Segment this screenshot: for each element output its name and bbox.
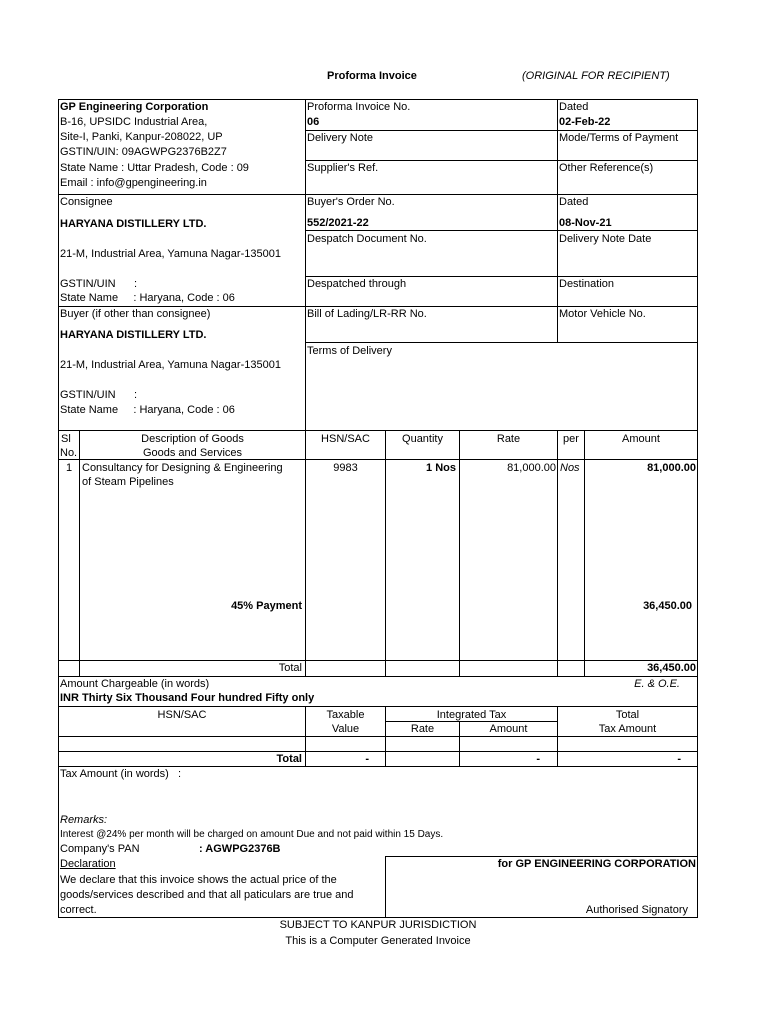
- consignee-name: HARYANA DISTILLERY LTD.: [60, 218, 207, 230]
- rule: [557, 430, 558, 676]
- buyer-gstin: GSTIN/UIN :: [60, 389, 138, 401]
- item-quantity: 1 Nos: [426, 462, 456, 474]
- consignee-address: 21-M, Industrial Area, Yamuna Nagar-135001: [60, 248, 281, 260]
- col-rate: Rate: [496, 433, 521, 445]
- seller-address-2: Site-I, Panki, Kanpur-208022, UP: [60, 131, 223, 143]
- item-per: Nos: [560, 462, 580, 474]
- dated-label: Dated: [559, 101, 589, 113]
- rule: [697, 99, 698, 918]
- total-label: Total: [278, 662, 302, 674]
- tax-words-label: Tax Amount (in words) :: [60, 768, 182, 780]
- col-description-sub: Goods and Services: [142, 447, 243, 459]
- order-dated-value: 08-Nov-21: [559, 217, 612, 229]
- tax-col-rate: Rate: [410, 723, 435, 735]
- dated-value: 02-Feb-22: [559, 116, 611, 128]
- rule: [58, 736, 698, 737]
- seller-address-1: B-16, UPSIDC Industrial Area,: [60, 116, 208, 128]
- seller-email: Email : info@gpengineering.in: [60, 177, 207, 189]
- order-dated-label: Dated: [559, 196, 589, 208]
- rule: [58, 99, 59, 918]
- rule: [58, 706, 698, 707]
- seller-state: State Name : Uttar Pradesh, Code : 09: [60, 162, 249, 174]
- rule: [305, 99, 306, 430]
- eoe: E. & O.E.: [634, 678, 680, 690]
- declaration-label: Declaration: [60, 858, 116, 870]
- amount-in-words: INR Thirty Six Thousand Four hundred Fifty only: [60, 692, 315, 704]
- bill-of-lading-label: Bill of Lading/LR-RR No.: [307, 308, 427, 320]
- computer-generated-note: This is a Computer Generated Invoice: [285, 935, 471, 947]
- tax-col-total: Total: [615, 709, 640, 721]
- col-description: Description of Goods: [141, 433, 244, 445]
- remarks-label: Remarks:: [60, 814, 108, 826]
- tax-col-hsn: HSN/SAC: [157, 709, 207, 721]
- rule: [305, 230, 698, 231]
- tax-total-sum: -: [677, 753, 681, 765]
- total-amount: 36,450.00: [647, 662, 696, 674]
- item-amount: 81,000.00: [647, 462, 696, 474]
- buyer-label: Buyer (if other than consignee): [60, 308, 211, 320]
- buyer-name: HARYANA DISTILLERY LTD.: [60, 329, 207, 341]
- document-title: Proforma Invoice: [327, 70, 417, 82]
- amount-words-label: Amount Chargeable (in words): [60, 678, 210, 690]
- payment-label: 45% Payment: [231, 600, 302, 612]
- item-description-2: of Steam Pipelines: [82, 476, 174, 488]
- item-hsn: 9983: [333, 462, 358, 474]
- col-per: per: [563, 433, 579, 445]
- tax-total-label: Total: [276, 753, 302, 765]
- tax-col-taxable-value: Value: [331, 723, 360, 735]
- declaration-line-3: correct.: [60, 904, 97, 916]
- jurisdiction: SUBJECT TO KANPUR JURISDICTION: [279, 919, 477, 931]
- invoice-no: 06: [307, 116, 320, 128]
- tax-col-amount: Amount: [489, 723, 528, 735]
- item-sl: 1: [65, 462, 73, 474]
- rule: [58, 430, 698, 431]
- declaration-line-2: goods/services described and that all paticulars are true and: [60, 889, 354, 901]
- payment-amount: 36,450.00: [643, 600, 692, 612]
- tax-col-total-amount: Tax Amount: [598, 723, 657, 735]
- tax-total-amount: -: [536, 753, 540, 765]
- consignee-state: State Name : Haryana, Code : 06: [60, 292, 235, 304]
- item-description-1: Consultancy for Designing & Engineering: [82, 462, 283, 474]
- copy-label: (ORIGINAL FOR RECIPIENT): [522, 70, 670, 82]
- buyer-address: 21-M, Industrial Area, Yamuna Nagar-135001: [60, 359, 281, 371]
- pan-value: : AGWPG2376B: [199, 843, 281, 855]
- pan-label: Company's PAN: [60, 843, 140, 855]
- item-rate: 81,000.00: [507, 462, 556, 474]
- rule: [79, 430, 80, 676]
- mode-terms-label: Mode/Terms of Payment: [559, 132, 679, 144]
- authorised-signatory: Authorised Signatory: [585, 904, 688, 916]
- for-company: for GP ENGINEERING CORPORATION: [497, 858, 696, 870]
- col-sl-no: No.: [60, 447, 78, 459]
- motor-vehicle-label: Motor Vehicle No.: [559, 308, 646, 320]
- consignee-gstin: GSTIN/UIN :: [60, 278, 138, 290]
- buyers-order-label: Buyer's Order No.: [307, 196, 395, 208]
- seller-name: GP Engineering Corporation: [60, 101, 209, 113]
- col-quantity: Quantity: [402, 433, 443, 445]
- col-amount: Amount: [622, 433, 660, 445]
- rule: [305, 342, 698, 343]
- col-hsn: HSN/SAC: [321, 433, 370, 445]
- seller-gstin: GSTIN/UIN: 09AGWPG2376B2Z7: [60, 146, 227, 158]
- delivery-note-label: Delivery Note: [307, 132, 374, 144]
- terms-of-delivery-label: Terms of Delivery: [307, 345, 392, 357]
- buyers-order-no: 552/2021-22: [307, 217, 369, 229]
- invoice-no-label: Proforma Invoice No.: [307, 101, 411, 113]
- buyer-state: State Name : Haryana, Code : 06: [60, 404, 235, 416]
- remarks-text: Interest @24% per month will be charged on amount Due and not paid within 15 Days.: [60, 829, 444, 840]
- despatch-doc-label: Despatch Document No.: [307, 233, 427, 245]
- col-sl: Sl: [61, 433, 71, 445]
- tax-col-integrated: Integrated Tax: [436, 709, 507, 721]
- despatched-through-label: Despatched through: [307, 278, 407, 290]
- delivery-note-date-label: Delivery Note Date: [559, 233, 652, 245]
- other-ref-label: Other Reference(s): [559, 162, 654, 174]
- declaration-line-1: We declare that this invoice shows the actual price of the: [60, 874, 337, 886]
- suppliers-ref-label: Supplier's Ref.: [307, 162, 379, 174]
- destination-label: Destination: [559, 278, 615, 290]
- tax-total-taxable: -: [365, 753, 369, 765]
- consignee-label: Consignee: [60, 196, 113, 208]
- tax-col-taxable: Taxable: [326, 709, 365, 721]
